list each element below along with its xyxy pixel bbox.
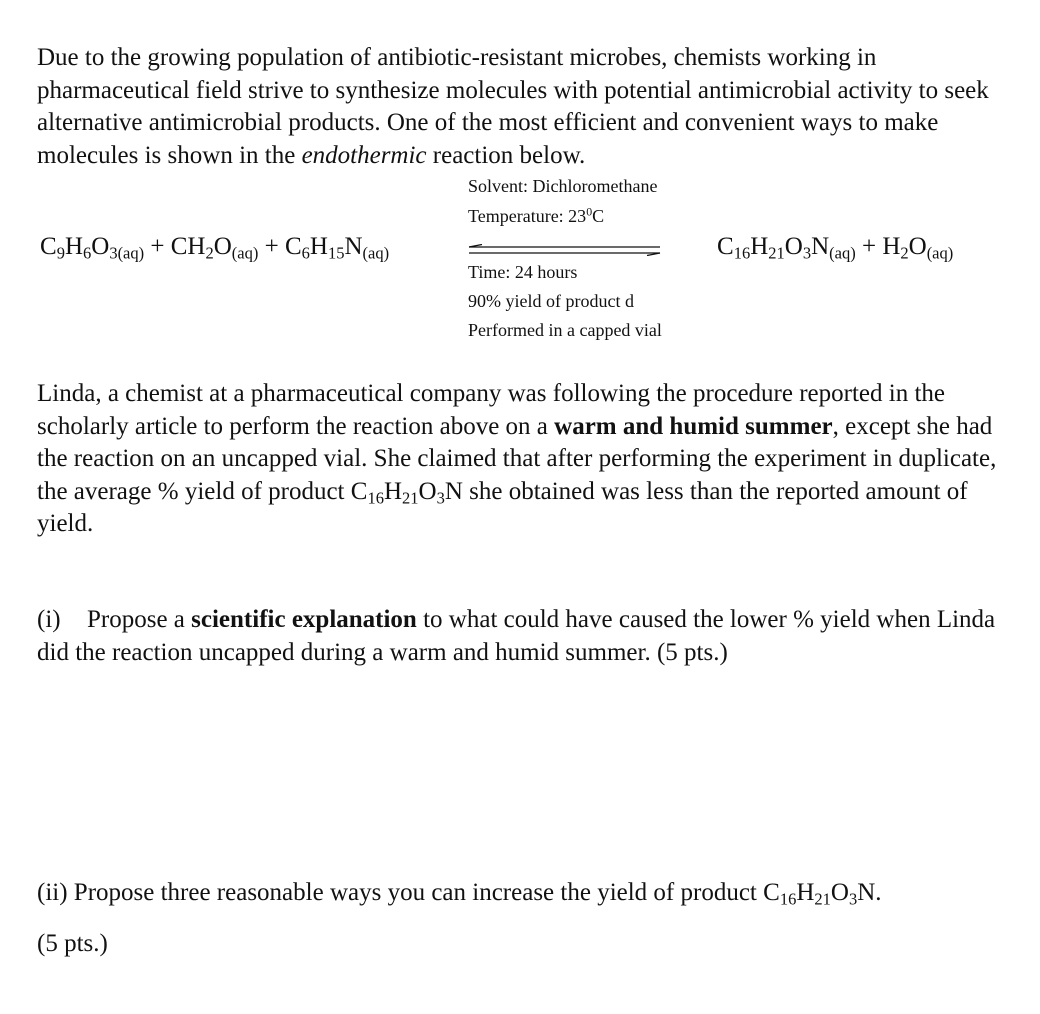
scientific-explanation-emphasis: scientific explanation bbox=[191, 606, 417, 633]
condition-time: Time: 24 hours bbox=[468, 262, 578, 282]
plus-sign: + bbox=[855, 233, 883, 260]
equilibrium-arrow-icon bbox=[468, 244, 663, 256]
intro-text-end: reaction below. bbox=[426, 141, 586, 169]
reactant-2: $CH_2O_{(aq)}$ bbox=[170, 233, 259, 263]
reactant-3: $C_6H_{15}N_{(aq)}$ bbox=[284, 233, 390, 263]
plus-sign: + bbox=[258, 233, 285, 260]
endothermic-emphasis: endothermic bbox=[301, 141, 427, 169]
plus-sign: + bbox=[144, 233, 171, 260]
condition-temperature: Temperature: $23^0C$ bbox=[468, 204, 605, 226]
intro-text: Due to the growing population of antibiotic-resistant microbes, chemists working in pharmaceutical field strive to synthesize molecules with potential antimicrobial activity to seek alternative antimicrobial products. One of the most efficient and convenient ways to make molecules is shown in the bbox=[37, 44, 989, 169]
reaction-products bbox=[717, 233, 953, 261]
reaction-reactants bbox=[40, 233, 389, 261]
question-1-number: (i) bbox=[37, 606, 61, 633]
condition-capped: Performed in a capped vial bbox=[468, 320, 662, 340]
product-1: $C_{16}H_{21}O_3N_{(aq)}$ bbox=[717, 233, 856, 263]
condition-solvent: Solvent: Dichloromethane bbox=[468, 176, 658, 196]
linda-paragraph: Linda, a chemist at a pharmaceutical company was following the procedure reported in the scholarly article to perform the reaction above on a warm and humid summer, except she had the reaction on an uncapped vial. She claimed that after performing the experiment in duplicate, the average % yield of product $C_{16}H_{21}O_3N$ she obtained was less than the reported amount of yield. bbox=[37, 380, 997, 537]
reactant-1: $C_9H_6O_{3(aq)}$ bbox=[40, 233, 145, 263]
product-2: $H_2O_{(aq)}$ bbox=[882, 233, 954, 263]
question-1: (i) Propose a scientific explanation to what could have caused the lower % yield when Linda did the reaction uncapped during a warm and humid summer. (5 pts.) bbox=[37, 606, 996, 666]
question-2-points: (5 pts.) bbox=[37, 930, 108, 957]
warm-humid-emphasis: warm and humid summer bbox=[554, 412, 833, 440]
question-2: (ii) Propose three reasonable ways you can increase the yield of product $C_{16}H_{21}O_3N$. bbox=[37, 879, 882, 909]
intro-paragraph bbox=[37, 42, 997, 172]
condition-yield: 90% yield of product d bbox=[468, 291, 634, 311]
